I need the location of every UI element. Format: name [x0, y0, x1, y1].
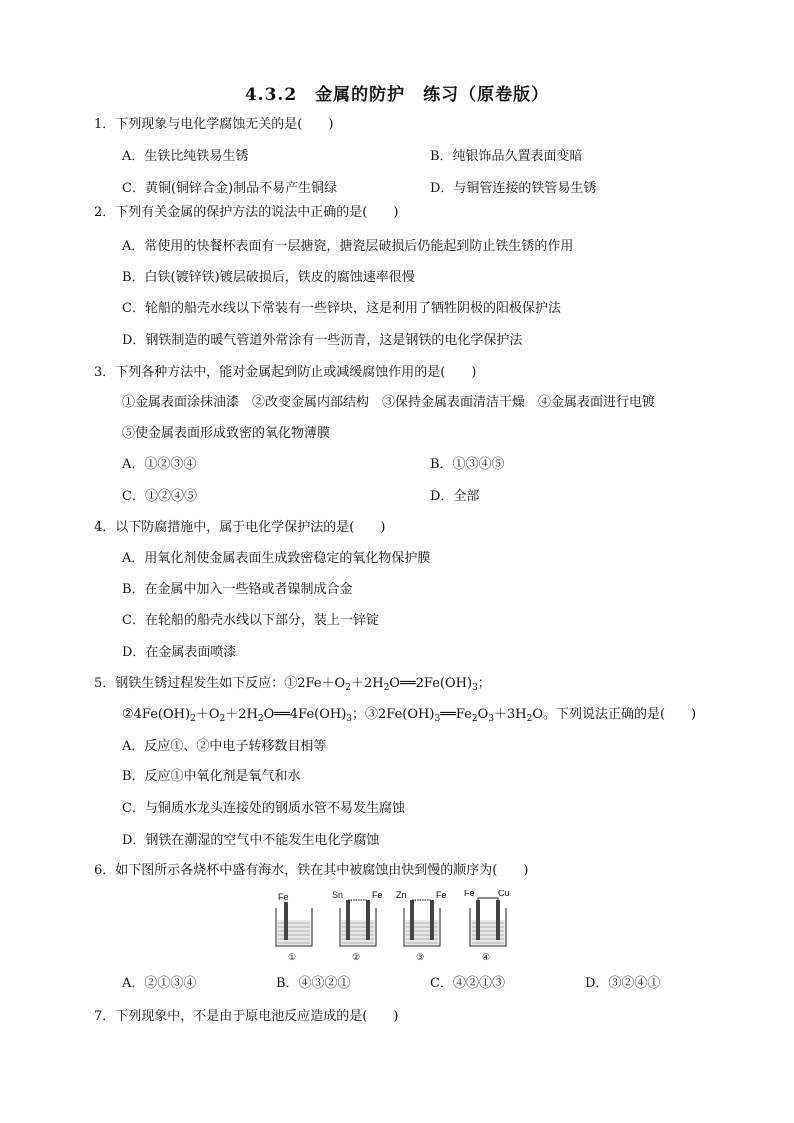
question-5-option-a: A．反应①、②中电子转移数目相等 — [122, 739, 327, 754]
beaker-2-number: ② — [352, 952, 361, 962]
beaker-3 — [396, 890, 447, 962]
question-4-option-c: C．在轮船的船壳水线以下部分，装上一锌锭 — [122, 613, 379, 628]
beaker-2-fe-label: Fe — [372, 890, 383, 900]
question-2-option-c: C．轮船的船壳水线以下常装有一些锌块，这是利用了牺牲阴极的阳极保护法 — [122, 301, 561, 316]
question-1-option-c: C．黄铜(铜锌合金)制品不易产生铜绿 — [122, 181, 338, 196]
question-1-option-b: B．纯银饰品久置表面变暗 — [430, 149, 583, 164]
beaker-4-cu-label: Cu — [498, 890, 510, 898]
question-5-equations: $②4Fe(OH)_2+O_2+2H_2O══4Fe(OH)_3$；$③2Fe(OH)_3══Fe_2O_3+3H_2O$。下列说法正确的是( ) — [122, 707, 697, 724]
question-5-option-d: D．钢铁在潮湿的空气中不能发生电化学腐蚀 — [122, 833, 380, 848]
beaker-1 — [276, 892, 312, 962]
question-1-option-a: A．生铁比纯铁易生锈 — [122, 149, 249, 164]
question-2-option-d: D．钢铁制造的暖气管道外常涂有一些沥青，这是钢铁的电化学保护法 — [122, 333, 523, 348]
beaker-4 — [464, 890, 510, 962]
question-3-option-a: A．①②③④ — [122, 457, 197, 472]
question-2-option-b: B．白铁(镀锌铁)镀层破损后，铁皮的腐蚀速率很慢 — [122, 270, 415, 285]
page-title: 4.3.2 金属的防护 练习（原卷版） — [244, 85, 550, 105]
question-1-stem: 1．下列现象与电化学腐蚀无关的是( ) — [94, 117, 334, 132]
question-5-stem: 5．钢铁生锈过程发生如下反应：$①2Fe+O_2+2H_2O══2Fe(OH)_3$； — [94, 676, 491, 693]
question-3-stem: 3．下列各种方法中，能对金属起到防止或减缓腐蚀作用的是( ) — [94, 365, 477, 380]
question-6-option-b: B．④③②① — [276, 976, 351, 991]
question-5-option-b: B．反应①中氧化剂是氧气和水 — [122, 769, 301, 784]
question-2-stem: 2．下列有关金属的保护方法的说法中正确的是( ) — [94, 205, 399, 220]
beaker-3-number: ③ — [416, 952, 425, 962]
question-7-stem: 7．下列现象中，不是由于原电池反应造成的是( ) — [94, 1009, 399, 1024]
question-6-option-a: A．②①③④ — [122, 976, 197, 991]
question-3-option-c: C．①②④⑤ — [122, 489, 197, 504]
beaker-1-number: ① — [288, 952, 297, 962]
question-4-option-b: B．在金属中加入一些铬或者镍制成合金 — [122, 582, 353, 597]
question-3-method-list-continued: ⑤使金属表面形成致密的氧化物薄膜 — [122, 426, 331, 441]
beaker-3-zn-label: Zn — [396, 890, 407, 900]
question-6-stem: 6．如下图所示各烧杯中盛有海水，铁在其中被腐蚀由快到慢的顺序为( ) — [94, 863, 529, 878]
question-6-option-c: C．④②①③ — [430, 976, 505, 991]
question-6-option-d: D．③②④① — [585, 976, 661, 991]
beaker-2 — [332, 890, 383, 962]
question-2-option-a: A．常使用的快餐杯表面有一层搪瓷，搪瓷层破损后仍能起到防止铁生锈的作用 — [122, 239, 574, 254]
beaker-4-number: ④ — [482, 952, 491, 962]
question-1-option-d: D．与铜管连接的铁管易生锈 — [430, 181, 597, 196]
question-4-option-d: D．在金属表面喷漆 — [122, 645, 237, 660]
question-3-method-list: ①金属表面涂抹油漆 ②改变金属内部结构 ③保持金属表面清洁干燥 ④金属表面进行电镀 — [122, 395, 656, 410]
beaker-2-sn-label: Sn — [332, 890, 344, 900]
beaker-4-fe-label: Fe — [464, 890, 475, 898]
beaker-figure — [272, 890, 512, 962]
question-3-option-d: D．全部 — [430, 489, 480, 504]
question-5-option-c: C．与铜质水龙头连接处的钢质水管不易发生腐蚀 — [122, 801, 405, 816]
question-3-option-b: B．①③④⑤ — [430, 457, 505, 472]
question-4-stem: 4．以下防腐措施中，属于电化学保护法的是( ) — [94, 520, 386, 535]
beaker-3-fe-label: Fe — [436, 890, 447, 900]
question-4-option-a: A．用氧化剂使金属表面生成致密稳定的氧化物保护膜 — [122, 551, 431, 566]
beaker-1-fe-label: Fe — [278, 892, 289, 902]
